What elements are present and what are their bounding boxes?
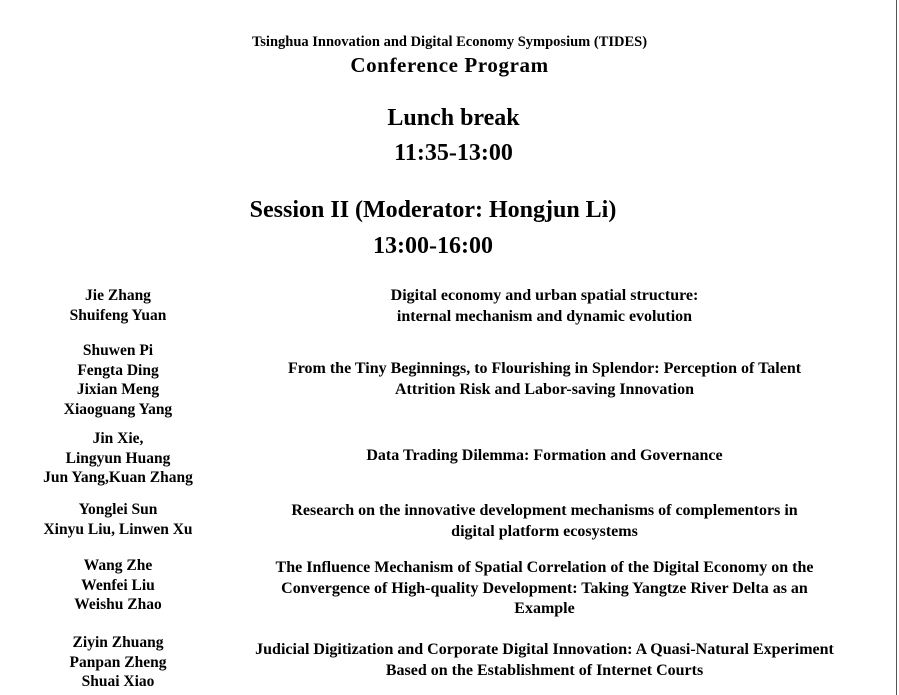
author-name: Shuwen Pi bbox=[82, 342, 154, 359]
paper-1-title bbox=[200, 286, 889, 327]
symposium-name: Tsinghua Innovation and Digital Economy Symposium (TIDES) bbox=[251, 34, 648, 50]
paper-title-line: digital platform ecosystems bbox=[451, 522, 638, 540]
paper-1-authors bbox=[35, 286, 201, 325]
paper-6-title bbox=[200, 640, 889, 681]
session-time: 13:00-16:00 bbox=[373, 233, 493, 259]
paper-4-title bbox=[200, 501, 889, 542]
author-name: Shuifeng Yuan bbox=[69, 306, 167, 324]
author-name: Panpan Zheng bbox=[69, 653, 167, 671]
author-name: Weishu Zhao bbox=[74, 596, 162, 613]
author-name: Wenfei Liu bbox=[81, 576, 155, 594]
paper-title-line: Judicial Digitization and Corporate Digital Innovation: A Quasi-Natural Experiment bbox=[255, 641, 834, 658]
paper-title-line: internal mechanism and dynamic evolution bbox=[396, 307, 693, 325]
paper-3-title bbox=[200, 446, 889, 467]
author-name: Jun Yang,Kuan Zhang bbox=[43, 469, 193, 486]
author-name: Fengta Ding bbox=[77, 361, 159, 379]
paper-2-authors bbox=[35, 341, 201, 419]
paper-5-authors bbox=[35, 556, 201, 615]
paper-5-title bbox=[200, 558, 889, 620]
paper-title-line: From the Tiny Beginnings, to Flourishing in Splendor: Perception of Talent bbox=[287, 360, 802, 377]
paper-title-line: Based on the Establishment of Internet Courts bbox=[385, 661, 704, 679]
paper-2-title bbox=[200, 359, 889, 400]
paper-title-line: Example bbox=[514, 600, 575, 617]
paper-3-authors bbox=[35, 429, 201, 488]
program-title: Conference Program bbox=[350, 53, 549, 77]
author-name: Xinyu Liu, Linwen Xu bbox=[43, 520, 193, 538]
author-name: Jin Xie, bbox=[92, 430, 144, 447]
author-name: Ziyin Zhuang bbox=[72, 634, 164, 651]
paper-title-line: The Influence Mechanism of Spatial Correlation of the Digital Economy on the bbox=[275, 559, 814, 576]
author-name: Lingyun Huang bbox=[65, 449, 171, 467]
author-name: Shuai Xiao bbox=[81, 673, 155, 690]
paper-4-authors bbox=[35, 500, 201, 539]
lunch-break-time: 11:35-13:00 bbox=[394, 140, 513, 166]
paper-6-authors bbox=[35, 633, 201, 692]
author-name: Jie Zhang bbox=[85, 287, 151, 304]
author-name: Jixian Meng bbox=[76, 381, 160, 398]
author-name: Yonglei Sun bbox=[78, 501, 158, 518]
paper-title-line: Convergence of High-quality Development: Taking Yangtze River Delta as an bbox=[281, 579, 808, 597]
author-name: Xiaoguang Yang bbox=[63, 400, 173, 418]
lunch-break-title: Lunch break bbox=[387, 105, 520, 131]
session-title: Session II (Moderator: Hongjun Li) bbox=[249, 197, 617, 223]
paper-title-line: Research on the innovative development mechanisms of complementors in bbox=[291, 502, 798, 519]
paper-title-line: Data Trading Dilemma: Formation and Governance bbox=[366, 447, 723, 464]
paper-title-line: Digital economy and urban spatial structure: bbox=[390, 287, 699, 304]
author-name: Wang Zhe bbox=[83, 557, 153, 574]
paper-title-line: Attrition Risk and Labor-saving Innovation bbox=[394, 380, 695, 398]
